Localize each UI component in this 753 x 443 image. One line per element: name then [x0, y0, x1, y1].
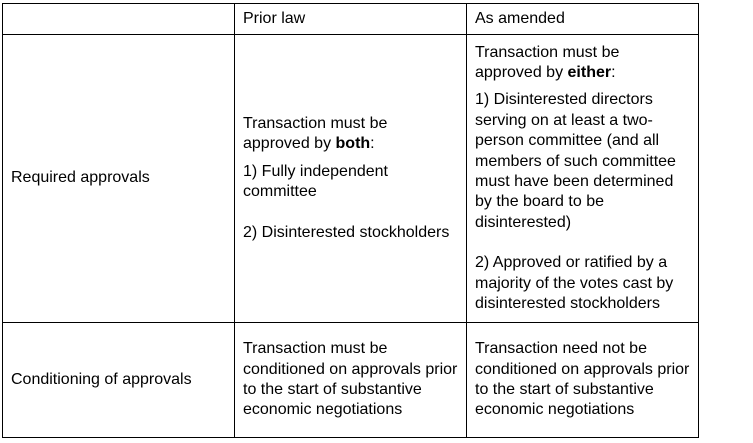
- header-row: [3, 4, 699, 35]
- cell-conditioning-as-amended: Transaction need not be conditioned on approvals prior to the start of substantive economic negotiations: [467, 323, 699, 438]
- required-amended-intro-text: Transaction must be approved by: [475, 43, 620, 81]
- required-prior-item-2: 2) Disinterested stockholders: [243, 223, 450, 241]
- row-label-required-approvals: Required approvals: [3, 35, 235, 323]
- required-amended-intro: [475, 43, 690, 84]
- required-amended-colon: :: [611, 63, 616, 81]
- row-label-conditioning: Conditioning of approvals: [3, 323, 235, 438]
- required-prior-intro: [243, 114, 458, 155]
- required-prior-colon: :: [370, 135, 375, 153]
- cell-required-prior-law: [235, 35, 467, 323]
- table-row-conditioning: [3, 323, 699, 438]
- header-as-amended: As amended: [467, 4, 699, 35]
- header-empty-cell: [3, 4, 235, 35]
- required-prior-emphasis: both: [335, 135, 371, 153]
- required-amended-emphasis: either: [567, 63, 612, 81]
- table-row-required-approvals: [3, 35, 699, 323]
- cell-conditioning-prior-law: Transaction must be conditioned on approvals prior to the start of substantive economic negotiations: [235, 323, 467, 438]
- cell-required-as-amended: [467, 35, 699, 323]
- required-prior-intro-text: Transaction must be approved by: [243, 114, 388, 153]
- comparison-table: [2, 3, 699, 438]
- header-prior-law: Prior law: [235, 4, 467, 35]
- required-amended-item-2: 2) Approved or ratified by a majority of the votes cast by disinterested stockholders: [475, 254, 674, 313]
- required-prior-item-1: 1) Fully independent committee: [243, 162, 388, 201]
- required-amended-item-1: 1) Disinterested directors serving on at least a two-person committee (and all members of such committee must have been determined by the board to be disinterested): [475, 91, 676, 231]
